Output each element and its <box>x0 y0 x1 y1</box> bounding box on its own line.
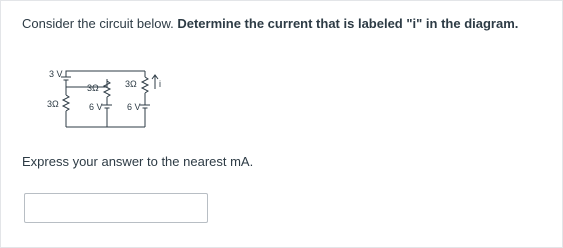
current-label: i <box>159 79 161 89</box>
question-text <box>22 16 518 32</box>
resistor-label-right: 3Ω <box>125 79 137 89</box>
question-emphasis: Determine the current that is labeled "i" in the diagram. <box>177 16 519 31</box>
resistor-label-mid: 3Ω <box>87 83 99 93</box>
source-label-right: 6 V <box>127 102 141 112</box>
source-label-top: 3 V <box>49 69 63 79</box>
circuit-diagram <box>35 65 185 135</box>
answer-input[interactable] <box>24 193 208 223</box>
resistor-label-left: 3Ω <box>47 99 59 109</box>
source-label-mid: 6 V <box>89 102 103 112</box>
answer-instruction: Express your answer to the nearest mA. <box>22 154 254 169</box>
question-intro: Consider the circuit below. <box>22 16 178 31</box>
